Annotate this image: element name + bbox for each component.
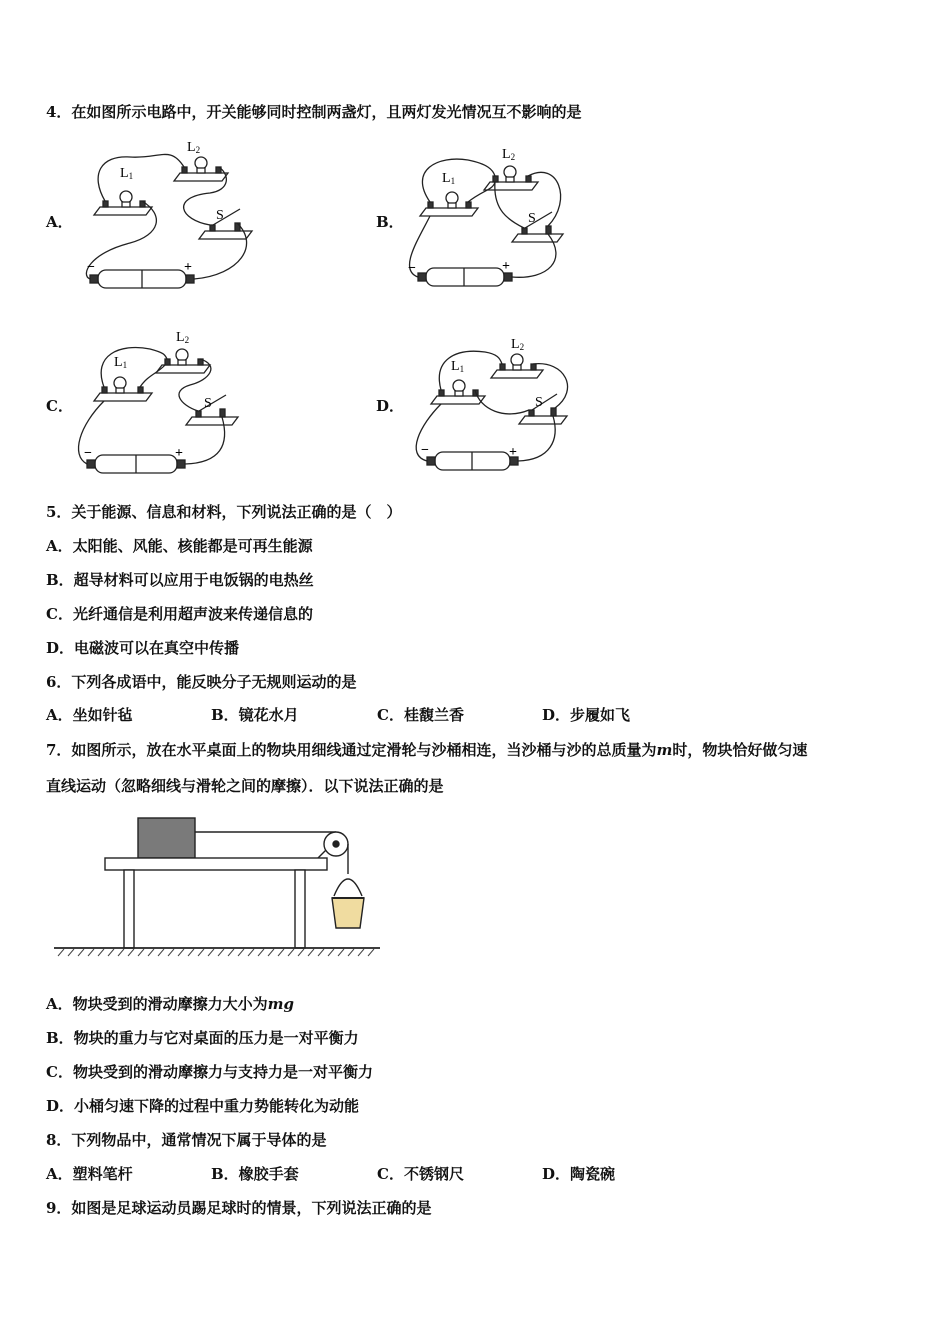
q5-stem: 5．关于能源、信息和材料，下列说法正确的是（ ） — [46, 503, 402, 521]
svg-text:+: + — [184, 260, 192, 275]
q7-stem-line-1 — [46, 740, 807, 760]
svg-text:L2: L2 — [511, 337, 525, 352]
svg-text:L1: L1 — [451, 359, 465, 374]
circuit-diagram-d — [405, 330, 605, 485]
q4-option-c-label[interactable]: C． — [46, 397, 73, 415]
circuit-diagram-b — [398, 140, 598, 300]
circuit-diagram-a — [70, 135, 270, 300]
q7-option-a-var: mg — [267, 995, 295, 1013]
table-pulley-figure — [50, 812, 385, 962]
svg-text:+: + — [175, 446, 183, 461]
svg-text:S: S — [216, 208, 224, 223]
q9-stem: 9．如图是足球运动员踢足球时的情景，下列说法正确的是 — [46, 1199, 432, 1217]
q4-option-d-label[interactable]: D． — [376, 397, 405, 415]
svg-text:L1: L1 — [442, 171, 456, 186]
q7-stem-var-m: m — [656, 741, 673, 759]
svg-text:−: − — [421, 443, 429, 458]
q7-option-a-text: A．物块受到的滑动摩擦力大小为 — [46, 995, 268, 1013]
q7-option-a[interactable] — [46, 994, 294, 1014]
q5-option-a[interactable]: A．太阳能、风能、核能都是可再生能源 — [46, 537, 313, 555]
q7-stem-text-a: 7．如图所示，放在水平桌面上的物块用细线通过定滑轮与沙桶相连，当沙桶与沙的总质量为 — [46, 741, 657, 759]
q6-option-c[interactable]: C．桂馥兰香 — [377, 706, 464, 724]
q7-stem-text-b: 时，物块恰好做匀速 — [672, 741, 808, 759]
q5-option-b[interactable]: B．超导材料可以应用于电饭锅的电热丝 — [46, 571, 314, 589]
q6-option-a[interactable]: A．坐如针毡 — [46, 706, 133, 724]
q5-option-d[interactable]: D．电磁波可以在真空中传播 — [46, 639, 240, 657]
svg-text:S: S — [528, 211, 536, 226]
q7-option-b[interactable]: B．物块的重力与它对桌面的压力是一对平衡力 — [46, 1029, 359, 1047]
q6-stem: 6．下列各成语中，能反映分子无规则运动的是 — [46, 673, 357, 691]
q7-option-c[interactable]: C．物块受到的滑动摩擦力与支持力是一对平衡力 — [46, 1063, 373, 1081]
svg-text:L2: L2 — [502, 147, 516, 162]
svg-text:S: S — [535, 395, 543, 410]
q8-stem: 8．下列物品中，通常情况下属于导体的是 — [46, 1131, 327, 1149]
q4-option-a-label[interactable]: A． — [46, 213, 73, 231]
q8-option-a[interactable]: A．塑料笔杆 — [46, 1165, 133, 1183]
circuit-diagram-c — [70, 325, 270, 485]
q7-option-d[interactable]: D．小桶匀速下降的过程中重力势能转化为动能 — [46, 1097, 360, 1115]
q4-stem: 4．在如图所示电路中，开关能够同时控制两盏灯，且两灯发光情况互不影响的是 — [46, 103, 582, 121]
q6-option-b[interactable]: B．镜花水月 — [211, 706, 299, 724]
svg-text:L2: L2 — [176, 330, 190, 345]
svg-text:L1: L1 — [114, 355, 128, 370]
q5-option-c[interactable]: C．光纤通信是利用超声波来传递信息的 — [46, 605, 313, 623]
svg-text:L2: L2 — [187, 140, 201, 155]
q7-stem-line-2: 直线运动（忽略细线与滑轮之间的摩擦）．以下说法正确的是 — [46, 777, 444, 795]
svg-text:L1: L1 — [120, 166, 134, 181]
svg-text:−: − — [408, 261, 416, 276]
q8-option-b[interactable]: B．橡胶手套 — [211, 1165, 299, 1183]
svg-text:−: − — [87, 260, 95, 275]
q6-option-d[interactable]: D．步履如飞 — [542, 706, 631, 724]
svg-text:S: S — [204, 396, 212, 411]
q4-option-b-label[interactable]: B． — [376, 213, 404, 231]
q8-option-d[interactable]: D．陶瓷碗 — [542, 1165, 616, 1183]
svg-text:−: − — [84, 446, 92, 461]
svg-text:+: + — [502, 259, 510, 274]
svg-text:+: + — [509, 445, 517, 460]
q8-option-c[interactable]: C．不锈钢尺 — [377, 1165, 464, 1183]
